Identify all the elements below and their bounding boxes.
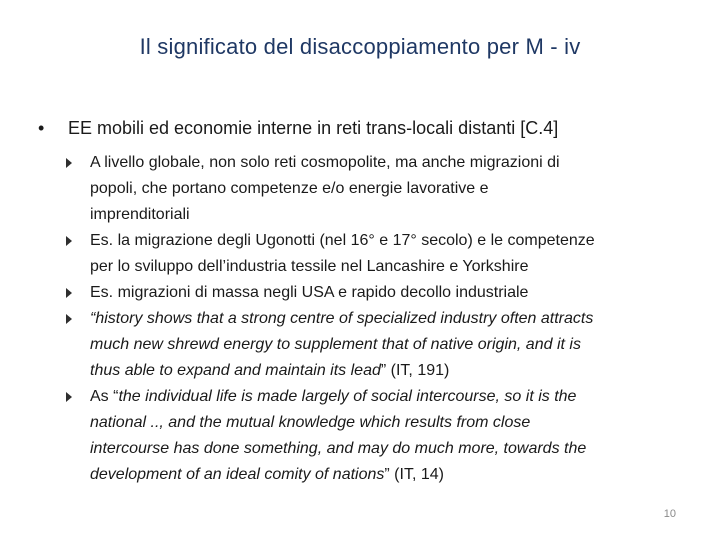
line	[90, 410, 680, 436]
triangle-bullet-icon	[66, 158, 72, 168]
sub-bullet-item	[90, 306, 680, 384]
line	[90, 358, 680, 384]
line: Es. la migrazione degli Ugonotti (nel 16° e 17° secolo) e le competenze	[90, 232, 595, 249]
line: popoli, che portano competenze e/o energie lavorative e	[90, 180, 489, 197]
line	[90, 384, 680, 410]
quote-text: thus able to expand and maintain its lead	[90, 362, 381, 379]
page-number: 10	[663, 508, 676, 520]
citation: ” (IT, 191)	[380, 362, 450, 379]
line: per lo sviluppo dell’industria tessile nel Lancashire e Yorkshire	[90, 258, 529, 275]
triangle-bullet-icon	[66, 314, 72, 324]
quote-text: the individual life is made largely of social intercourse, so it is the	[118, 388, 577, 405]
quote-text: intercourse has done something, and may do much more, towards the	[90, 440, 587, 457]
triangle-bullet-icon	[66, 392, 72, 402]
quote-text: “history shows that a strong centre of specialized industry often attracts	[90, 310, 594, 327]
line	[90, 462, 680, 488]
line	[90, 332, 680, 358]
sub-bullet-item	[90, 384, 680, 488]
quote-text: development of an ideal comity of nations	[90, 466, 385, 483]
quote-text: much new shrewd energy to supplement that of native origin, and it is	[90, 336, 581, 353]
line: A livello globale, non solo reti cosmopolite, ma anche migrazioni di	[90, 154, 560, 171]
line: Es. migrazioni di massa negli USA e rapido decollo industriale	[90, 284, 529, 301]
line: imprenditoriali	[90, 206, 190, 223]
sub-bullet-item	[90, 228, 680, 280]
citation: ” (IT, 14)	[384, 466, 444, 483]
sub-bullet-item	[90, 150, 680, 228]
triangle-bullet-icon	[66, 288, 72, 298]
bullet-dot-icon: •	[38, 118, 45, 138]
line	[90, 436, 680, 462]
quote-text: national .., and the mutual knowledge which results from close	[90, 414, 531, 431]
main-bullet-text: EE mobili ed economie interne in reti trans-locali distanti [C.4]	[68, 118, 559, 138]
sub-bullet-list	[90, 150, 680, 488]
triangle-bullet-icon	[66, 236, 72, 246]
line	[90, 306, 680, 332]
sub-bullet-item	[90, 280, 680, 306]
quote-lead: As “	[90, 388, 119, 405]
slide-title: Il significato del disaccoppiamento per M - iv	[139, 34, 581, 59]
